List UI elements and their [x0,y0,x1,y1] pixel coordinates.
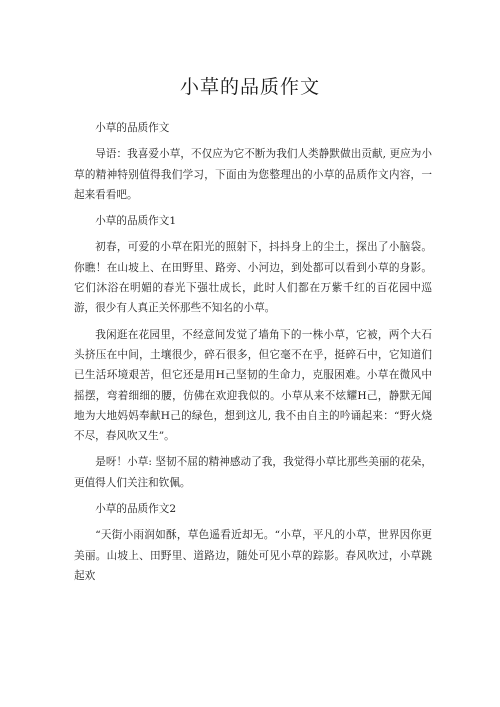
section-heading-2: 小草的品质作文2 [95,503,177,516]
document-body [74,118,432,592]
essay2-paragraph-1: “天街小雨润如酥，草色遥看近却无。“小草，平凡的小草，世界因你更美丽。山坡上、田野里、道路边，随处可见小草的踪影。春风吹过，小草跳起欢 [74,529,432,582]
essay1-paragraph-1: 初春，可爱的小草在阳光的照射下，抖抖身上的尘土，探出了小脑袋。你瞧！在山坡上、在田野里、路旁、小河边，到处都可以看到小草的身影。它们沐浴在明媚的春光下强壮成长，此时人们都在万紫千红的百花园中巡游，很少有人真正关怀那些不知名的小草。 [74,241,432,315]
essay1-paragraph-2: 我闲逛在花园里，不经意间发觉了墙角下的一株小草，它被，两个大石头挤压在中间，土壤很少，碎石很多，但它毫不在乎，挺碎石中，它知道们已生活环境艰苦，但它还是用H己坚韧的生命力，克服困难。小草在微风中摇摆，弯着细细的腰，仿佛在欢迎我似的。小草从来不炫耀H己，静默无闻地为大地妈妈奉献H己的绿色，想到这儿, 我不由自主的吟诵起来：“野火烧不尽，春风吹又生”。 [74,328,432,443]
section-heading: 小草的品质作文 [95,122,170,134]
document-title: 小草的品质作文 [179,76,320,98]
essay1-paragraph-3: 是呀！小草: 坚韧不屈的精神感动了我，我觉得小草比那些美丽的花朵，更值得人们关注和钦佩。 [74,456,432,489]
intro-paragraph: 导语：我喜爱小草，不仅应为它不断为我们人类静默做出贡献, 更应为小草的精神特别值得我们学习，下面由为您整理出的小草的品质作文内容，一起来看看吧。 [74,148,432,201]
section-heading-1: 小草的品质作文1 [95,215,177,228]
